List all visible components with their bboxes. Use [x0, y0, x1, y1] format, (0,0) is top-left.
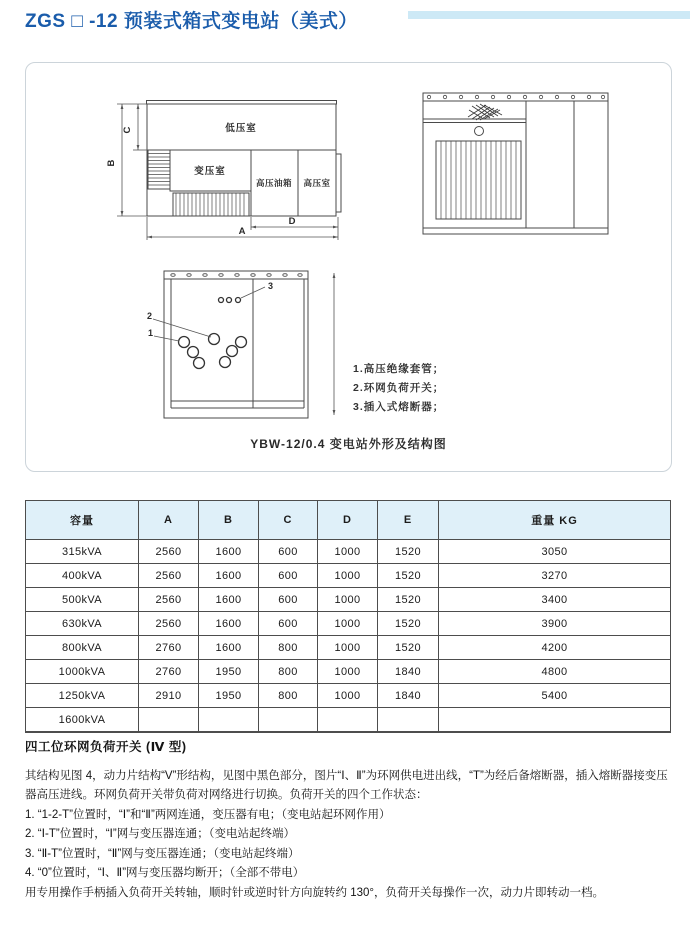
- col-header-b: B: [199, 501, 259, 540]
- mesh-vent-icon: [468, 104, 502, 120]
- table-cell: 2560: [139, 612, 199, 636]
- table-cell: 800: [259, 660, 318, 684]
- table-cell: 1600: [199, 588, 259, 612]
- table-header-row: [26, 501, 671, 540]
- front-view-drawing: [416, 86, 616, 241]
- col-header-e: E: [378, 501, 439, 540]
- table-cell: 600: [259, 564, 318, 588]
- table-row: [26, 708, 671, 733]
- plan-view-drawing: [86, 86, 346, 251]
- table-cell: 3900: [439, 612, 671, 636]
- table-cell: 600: [259, 540, 318, 564]
- table-cell: 630kVA: [26, 612, 139, 636]
- switch-description-section: [25, 738, 675, 903]
- table-cell: 1600: [199, 636, 259, 660]
- table-cell: 3270: [439, 564, 671, 588]
- plan-label-low-voltage-room: 低压室: [225, 123, 257, 134]
- table-cell: 1000: [318, 564, 378, 588]
- plan-dim-c: C: [122, 126, 133, 134]
- table-cell: 800: [259, 636, 318, 660]
- table-cell: 2560: [139, 588, 199, 612]
- table-cell: 500kVA: [26, 588, 139, 612]
- section-heading: 四工位环网负荷开关 (Ⅳ 型): [25, 740, 187, 754]
- callout-1: 1: [148, 328, 154, 338]
- callout-2: 2: [147, 311, 153, 321]
- legend-item: 3.插入式熔断器；: [353, 401, 445, 413]
- position-item: 4. “0”位置时，“Ⅰ、Ⅱ”网与变压器均断开；（全部不带电）: [25, 867, 305, 879]
- table-cell: 1520: [378, 540, 439, 564]
- table-cell: 2910: [139, 684, 199, 708]
- plan-dim-a: A: [238, 226, 246, 237]
- plan-label-transformer-room: 变压室: [194, 166, 226, 177]
- figure-caption: YBW-12/0.4 变电站外形及结构图: [250, 437, 447, 451]
- structure-view-drawing: [139, 264, 349, 424]
- table-row: [26, 588, 671, 612]
- table-cell: 4200: [439, 636, 671, 660]
- table-cell: 1520: [378, 564, 439, 588]
- table-cell: 800kVA: [26, 636, 139, 660]
- table-row: [26, 636, 671, 660]
- dimensions-table: [25, 500, 671, 733]
- legend-item: 1.高压绝缘套管；: [353, 363, 445, 375]
- table-cell: [318, 708, 378, 733]
- table-cell: 4800: [439, 660, 671, 684]
- plan-label-hv-oil-tank: 高压油箱: [255, 178, 293, 188]
- table-cell: 600: [259, 612, 318, 636]
- table-row: [26, 612, 671, 636]
- table-cell: [378, 708, 439, 733]
- table-cell: 1000: [318, 540, 378, 564]
- table-cell: 1000: [318, 612, 378, 636]
- table-cell: 3400: [439, 588, 671, 612]
- position-item: 1. “1-2-T”位置时，“Ⅰ”和“Ⅱ”两网连通，变压器有电；（变电站起环网作用）: [25, 808, 391, 821]
- col-header-weight: 重量 KG: [439, 501, 671, 540]
- table-cell: 1520: [378, 612, 439, 636]
- section-outro: 用专用操作手柄插入负荷开关转轴，顺时针或逆时针方向旋转约 130°，负荷开关每操作一次，动力片即转动一档。: [25, 886, 604, 899]
- table-cell: 400kVA: [26, 564, 139, 588]
- table-cell: [199, 708, 259, 733]
- table-cell: 1950: [199, 684, 259, 708]
- bushing-circles: [179, 298, 247, 369]
- col-header-a: A: [139, 501, 199, 540]
- table-cell: 1000: [318, 660, 378, 684]
- table-cell: 1000kVA: [26, 660, 139, 684]
- legend-item: 2.环网负荷开关；: [353, 382, 445, 394]
- position-item: 2. “Ⅰ-T”位置时，“Ⅰ”网与变压器连通；（变电站起终端）: [25, 828, 295, 840]
- table-cell: [439, 708, 671, 733]
- col-header-c: C: [259, 501, 318, 540]
- table-cell: 800: [259, 684, 318, 708]
- table-cell: 600: [259, 588, 318, 612]
- table-row: [26, 684, 671, 708]
- table-cell: 1840: [378, 660, 439, 684]
- table-cell: 2560: [139, 540, 199, 564]
- figure-legend: [353, 360, 444, 417]
- section-intro: 其结构见图 4，动力片结构“V”形结构，见图中黑色部分，图片“Ⅰ、Ⅱ”为环网供电进出线，“T”为经后备熔断器，插入熔断器接变压器高压进线。环网负荷开关带负荷对网络进行切换。负荷开关的四个工作状态：: [25, 769, 668, 801]
- table-cell: 2760: [139, 636, 199, 660]
- table-cell: 1000: [318, 684, 378, 708]
- plan-label-hv-room: 高压室: [303, 178, 331, 188]
- table-cell: 1840: [378, 684, 439, 708]
- table-cell: 1520: [378, 636, 439, 660]
- table-row: [26, 540, 671, 564]
- table-cell: 1250kVA: [26, 684, 139, 708]
- table-cell: 1000: [318, 636, 378, 660]
- figure-panel: [25, 62, 672, 472]
- position-item: 3. “Ⅱ-T”位置时，“Ⅱ”网与变压器连通；（变电站起终端）: [25, 847, 300, 860]
- table-cell: [139, 708, 199, 733]
- table-cell: 3050: [439, 540, 671, 564]
- table-cell: 1950: [199, 660, 259, 684]
- table-cell: 1600: [199, 564, 259, 588]
- table-cell: [259, 708, 318, 733]
- table-cell: 1600: [199, 540, 259, 564]
- table-cell: 1520: [378, 588, 439, 612]
- plan-dim-d: D: [288, 216, 296, 227]
- page-title: ZGS □ -12 预装式箱式变电站（美式）: [25, 11, 358, 32]
- table-cell: 5400: [439, 684, 671, 708]
- col-header-capacity: 容量: [26, 501, 139, 540]
- col-header-d: D: [318, 501, 378, 540]
- table-cell: 1600kVA: [26, 708, 139, 733]
- table-cell: 315kVA: [26, 540, 139, 564]
- table-row: [26, 564, 671, 588]
- callout-3: 3: [268, 281, 274, 291]
- plan-dim-b: B: [106, 159, 117, 167]
- table-row: [26, 660, 671, 684]
- table-cell: 1600: [199, 612, 259, 636]
- table-cell: 2760: [139, 660, 199, 684]
- title-accent-bar: [408, 11, 690, 19]
- table-cell: 2560: [139, 564, 199, 588]
- table-cell: 1000: [318, 588, 378, 612]
